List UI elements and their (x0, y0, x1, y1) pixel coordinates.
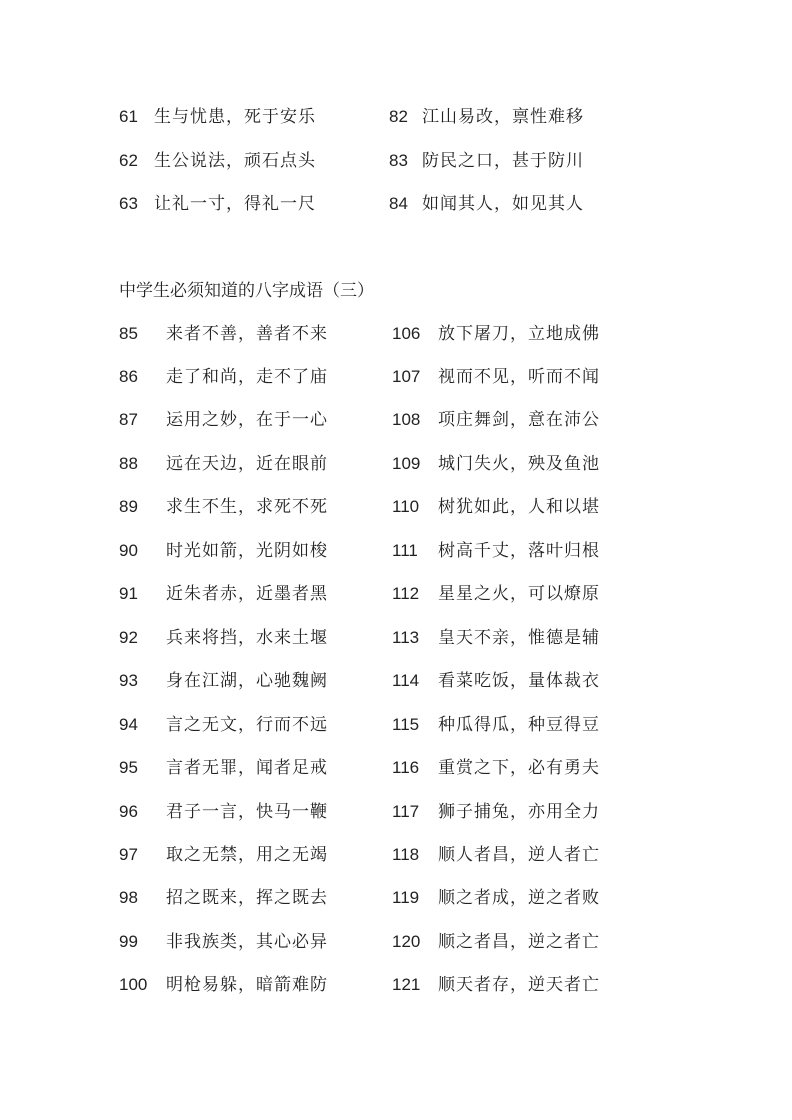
idiom-entry (392, 669, 600, 693)
idiom-entry (392, 495, 600, 519)
idiom-number: 106 (392, 324, 421, 343)
idiom-text: 狮子捕兔，亦用全力 (438, 802, 600, 822)
idiom-text: 项庄舞剑，意在沛公 (438, 410, 600, 430)
idiom-text: 皇天不亲，惟德是辅 (438, 628, 600, 648)
idiom-entry (389, 192, 584, 216)
idiom-entry (392, 843, 600, 867)
idiom-text: 取之无禁，用之无竭 (166, 845, 328, 865)
idiom-entry (119, 105, 316, 129)
idiom-number: 82 (389, 107, 408, 126)
idiom-entry (392, 626, 600, 650)
idiom-number: 114 (392, 671, 420, 690)
idiom-text: 兵来将挡，水来土堰 (166, 628, 328, 648)
idiom-text: 防民之口，甚于防川 (422, 151, 584, 171)
idiom-text: 江山易改，禀性难移 (422, 107, 584, 127)
idiom-entry (119, 149, 316, 173)
idiom-entry (119, 408, 328, 432)
idiom-text: 星星之火，可以燎原 (438, 584, 600, 604)
idiom-entry (392, 973, 600, 997)
idiom-entry (119, 713, 328, 737)
idiom-entry (392, 800, 600, 824)
idiom-text: 城门失火，殃及鱼池 (438, 454, 600, 474)
idiom-number: 118 (392, 845, 420, 864)
idiom-number: 100 (119, 975, 148, 994)
idiom-number: 98 (119, 888, 138, 907)
idiom-number: 95 (119, 758, 138, 777)
idiom-entry (119, 973, 328, 997)
idiom-number: 120 (392, 932, 421, 951)
idiom-number: 89 (119, 497, 138, 516)
idiom-text: 顺人者昌，逆人者亡 (438, 845, 600, 865)
idiom-number: 94 (119, 715, 138, 734)
idiom-text: 生与忧患，死于安乐 (154, 107, 316, 127)
idiom-entry (119, 539, 328, 563)
idiom-text: 招之既来，挥之既去 (166, 888, 328, 908)
idiom-number: 63 (119, 194, 138, 213)
idiom-text: 远在天边，近在眼前 (166, 454, 328, 474)
idiom-text: 树犹如此，人和以堪 (438, 497, 600, 517)
idiom-entry (392, 756, 600, 780)
idiom-entry (119, 669, 328, 693)
idiom-text: 身在江湖，心驰魏阙 (166, 671, 328, 691)
idiom-number: 113 (392, 628, 420, 647)
idiom-text: 视而不见，听而不闻 (438, 367, 600, 387)
idiom-entry (119, 582, 328, 606)
idiom-text: 顺之者成，逆之者败 (438, 888, 600, 908)
idiom-number: 116 (392, 758, 420, 777)
idiom-entry (389, 149, 584, 173)
idiom-text: 顺之者昌，逆之者亡 (438, 932, 600, 952)
idiom-text: 求生不生，求死不死 (166, 497, 328, 517)
idiom-number: 109 (392, 454, 421, 473)
idiom-number: 110 (392, 497, 420, 516)
idiom-number: 119 (392, 888, 420, 907)
idiom-text: 看菜吃饭，量体裁衣 (438, 671, 600, 691)
idiom-text: 树高千丈，落叶归根 (438, 541, 600, 561)
idiom-entry (392, 886, 600, 910)
section-heading: 中学生必须知道的八字成语（三） (119, 281, 374, 301)
idiom-number: 84 (389, 194, 408, 213)
idiom-text: 让礼一寸，得礼一尺 (154, 194, 316, 214)
idiom-entry (119, 365, 328, 389)
idiom-entry (119, 800, 328, 824)
idiom-number: 86 (119, 367, 138, 386)
idiom-text: 时光如箭，光阴如梭 (166, 541, 328, 561)
idiom-number: 121 (392, 975, 421, 994)
idiom-text: 重赏之下，必有勇夫 (438, 758, 600, 778)
idiom-entry (392, 930, 600, 954)
idiom-number: 93 (119, 671, 138, 690)
idiom-number: 91 (119, 584, 138, 603)
idiom-entry (392, 539, 600, 563)
idiom-number: 62 (119, 151, 138, 170)
idiom-text: 来者不善，善者不来 (166, 324, 328, 344)
idiom-text: 种瓜得瓜，种豆得豆 (438, 715, 600, 735)
idiom-entry (392, 452, 600, 476)
idiom-entry (392, 322, 600, 346)
idiom-entry (119, 886, 328, 910)
idiom-text: 明枪易躲，暗箭难防 (166, 975, 328, 995)
idiom-text: 放下屠刀，立地成佛 (438, 324, 600, 344)
idiom-number: 99 (119, 932, 138, 951)
idiom-entry (392, 713, 600, 737)
idiom-number: 85 (119, 324, 138, 343)
idiom-number: 115 (392, 715, 420, 734)
idiom-number: 97 (119, 845, 138, 864)
idiom-number: 92 (119, 628, 138, 647)
idiom-text: 生公说法，顽石点头 (154, 151, 316, 171)
idiom-number: 83 (389, 151, 408, 170)
idiom-entry (119, 495, 328, 519)
idiom-entry (389, 105, 584, 129)
idiom-entry (119, 843, 328, 867)
idiom-number: 112 (392, 584, 420, 603)
idiom-number: 111 (392, 541, 418, 560)
idiom-text: 言之无文，行而不远 (166, 715, 328, 735)
idiom-number: 117 (392, 802, 420, 821)
idiom-text: 如闻其人，如见其人 (422, 194, 584, 214)
idiom-text: 近朱者赤，近墨者黑 (166, 584, 328, 604)
idiom-text: 君子一言，快马一鞭 (166, 802, 328, 822)
idiom-text: 言者无罪，闻者足戒 (166, 758, 328, 778)
idiom-text: 顺天者存，逆天者亡 (438, 975, 600, 995)
idiom-number: 108 (392, 410, 421, 429)
idiom-text: 运用之妙，在于一心 (166, 410, 328, 430)
idiom-entry (119, 756, 328, 780)
idiom-entry (119, 930, 328, 954)
idiom-entry (119, 192, 316, 216)
idiom-entry (119, 626, 328, 650)
idiom-number: 61 (119, 107, 138, 126)
idiom-entry (119, 452, 328, 476)
idiom-entry (392, 365, 600, 389)
idiom-number: 107 (392, 367, 421, 386)
idiom-number: 96 (119, 802, 138, 821)
idiom-number: 90 (119, 541, 138, 560)
idiom-entry (392, 582, 600, 606)
idiom-number: 87 (119, 410, 138, 429)
idiom-entry (392, 408, 600, 432)
idiom-text: 走了和尚，走不了庙 (166, 367, 328, 387)
idiom-text: 非我族类，其心必异 (166, 932, 328, 952)
idiom-entry (119, 322, 328, 346)
idiom-number: 88 (119, 454, 138, 473)
